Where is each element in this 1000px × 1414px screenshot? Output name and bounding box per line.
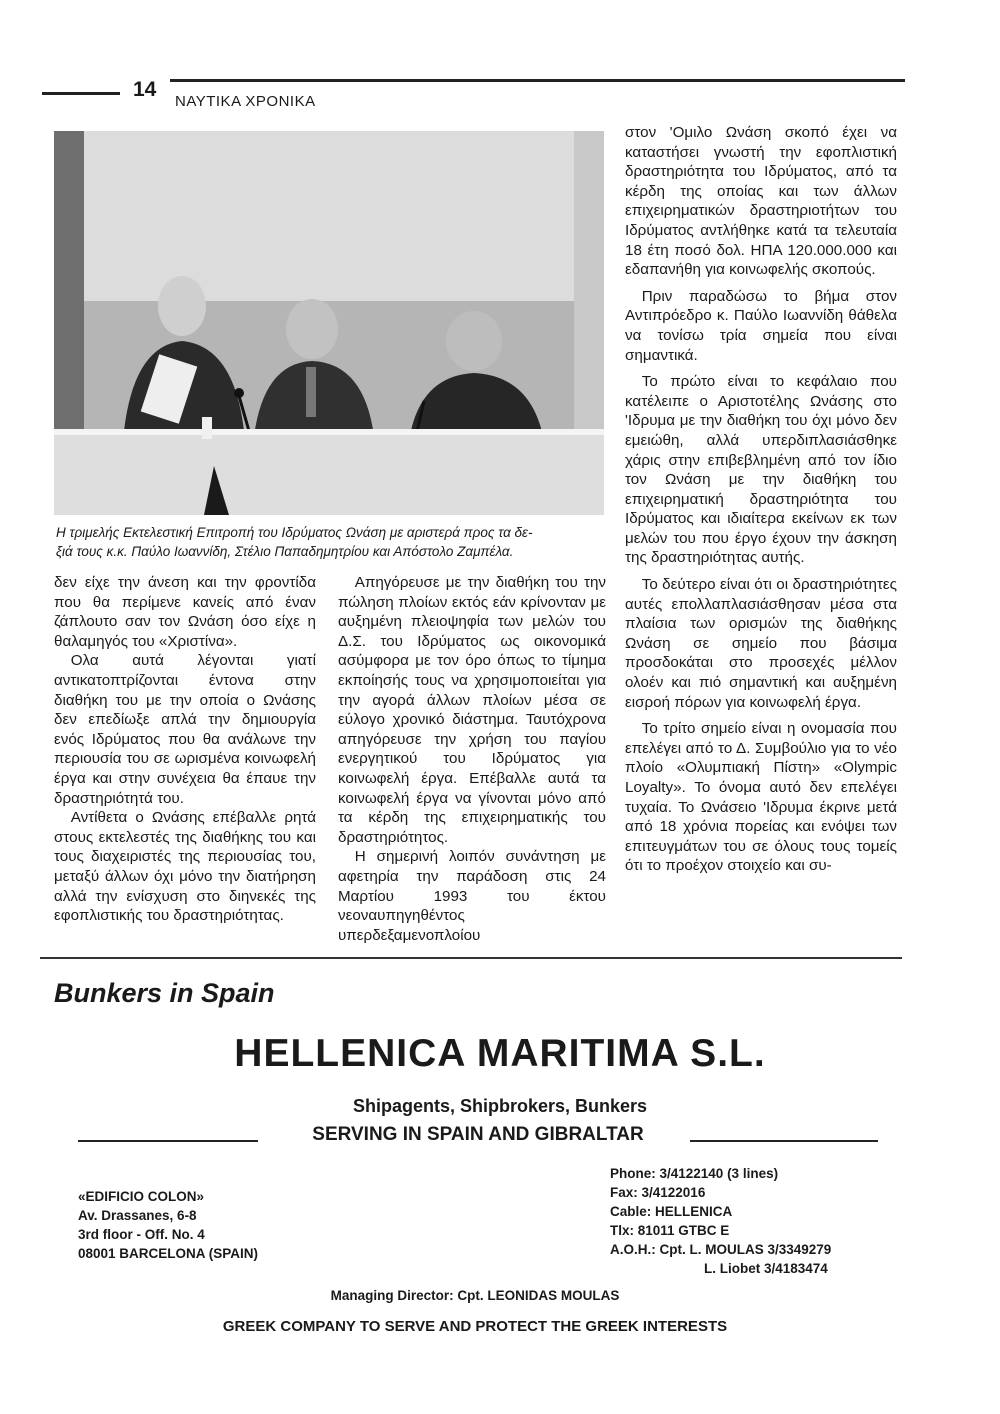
ad-address: [78, 1187, 258, 1263]
paragraph: Ολα αυτά λέγονται γιατί αντικατοπτρίζονται έντονα στην διαθήκη του με την οποία ο Ωνάσης δεν επεδίωξε απλά την δημιουργία ενός Ιδρύματος που θα ανάλωνε την περιουσία του σε ωρισμένα κοινωφελή έργα και στην συνέχεια θα έπαυε την δραστηριότητά του.: [54, 652, 316, 807]
contact-aoh: A.O.H.: Cpt. L. MOULAS 3/3349279: [610, 1242, 832, 1257]
contact-phone: Phone: 3/4122140 (3 lines): [610, 1166, 779, 1181]
ad-director: Managing Director: Cpt. LEONIDAS MOULAS: [330, 1288, 620, 1303]
ad-services: Shipagents, Shipbrokers, Bunkers: [352, 1096, 648, 1116]
paragraph: στον 'Ομιλο Ωνάση σκοπό έχει να καταστήσει γνωστή την εφοπλιστική δραστηριότητα του Ιδρύματος, από τα κέρδη της οποίας και των άλλων επιχειρηματικών δραστηριοτήτων του Ιδρύματος αντλήθηκε κατά τα τελευταία 18 έτη ποσό δολ. ΗΠΑ 120.000.000 και εδαπανήθη για κοινωφελής σκοπούς.: [625, 124, 897, 279]
caption-line: Η τριμελής Εκτελεστική Επιτροπή του Ιδρύματος Ωνάση με αριστερά προς τα δε-: [56, 525, 533, 540]
header-rule-right: [170, 79, 905, 82]
ad-serving-row: [78, 1124, 878, 1150]
ad-contact: [610, 1164, 831, 1278]
header-rule-left: [42, 92, 120, 95]
contact-aoh-2: L. Liobet 3/4183474: [704, 1261, 828, 1276]
address-line: Av. Drassanes, 6-8: [78, 1208, 197, 1223]
paragraph: Το τρίτο σημείο είναι η ονομασία που επελέγει από το Δ. Συμβούλιο για το νέο πλοίο «Ολυμπιακή Πίστη» «Olympic Loyalty». Το όνομα αυτό δεν επελέγει τυχαία. Το Ωνάσειο 'Ιδρυμα έκρινε μετά από 18 χρόνια πορείας και ενόψει των επιτευγμάτων του σε όλους τους τομείς ότι το προέχον στοιχείο και συ-: [625, 720, 897, 875]
page-number: 14: [133, 78, 157, 101]
caption-line: ξιά τους κ.κ. Παύλο Ιωαννίδη, Στέλιο Παπαδημητρίου και Απόστολο Ζαμπέλα.: [56, 544, 514, 559]
serving-rule-right: [690, 1140, 878, 1142]
contact-telex: Tlx: 81011 GTBC E: [610, 1223, 730, 1238]
contact-cable: Cable: HELLENICA: [610, 1204, 733, 1219]
ad-serving: SERVING IN SPAIN AND GIBRALTAR: [312, 1124, 644, 1145]
paragraph: Πριν παραδώσω το βήμα στον Αντιπρόεδρο κ. Παύλο Ιωαννίδη θάθελα να τονίσω τρία σημεία που είναι σημαντικά.: [625, 287, 897, 364]
paragraph: Η σημερινή λοιπόν συνάντηση με αφετηρία την παράδοση στις 24 Μαρτίου 1993 του έκτου νεοναυπηγηθέντος υπερδεξαμενοπλοίου: [338, 848, 606, 944]
ad-slogan: GREEK COMPANY TO SERVE AND PROTECT THE GREEK INTERESTS: [222, 1318, 728, 1335]
ad-tagline: Bunkers in Spain: [54, 978, 275, 1008]
article-column-3: [625, 123, 897, 876]
contact-fax: Fax: 3/4122016: [610, 1185, 706, 1200]
ad-company-name: HELLENICA MARITIMA S.L.: [234, 1032, 766, 1075]
ad-separator: [40, 957, 902, 959]
address-line: 3rd floor - Off. No. 4: [78, 1227, 205, 1242]
paragraph: Αντίθετα ο Ωνάσης επέβαλλε ρητά στους εκτελεστές της διαθήκης του και τους διαχειριστές της περιουσίας του, μεταξύ άλλων όχι μόνο την διατήρηση αλλά την ενίσχυση στο διηνεκές της εφοπλιστικής του δραστηριότητας.: [54, 809, 316, 925]
address-line: 08001 BARCELONA (SPAIN): [78, 1246, 259, 1261]
magazine-title: ΝΑΥΤΙΚΑ ΧΡΟΝΙΚΑ: [175, 93, 316, 110]
paragraph: Το πρώτο είναι το κεφάλαιο που κατέλειπε ο Αριστοτέλης Ωνάσης στο 'Ιδρυμα με την διαθήκη του όχι μόνο δεν εμειώθη, αλλά υπερδιπλασιάσθηκε χάρις στην επιβεβλημένη από τον ίδιο τον Ωνάση με την διαθήκη του επιχειρηματική δραστηριότητα του Ιδρύματος και ιδιαίτερα εκείνων εκ των μελών του που έργο έχουν την άσκηση της δραστηριότητας αυτής.: [625, 373, 897, 567]
paragraph: δεν είχε την άνεση και την φροντίδα που θα περίμενε κανείς από έναν ζάπλουτο σαν τον Ωνάση όσο είχε η θαλαμηγός του «Χριστίνα».: [54, 574, 316, 650]
paragraph: Το δεύτερο είναι ότι οι δραστηριότητες αυτές επολλαπλασιάσθησαν μέσα στα πλαίσια των ορισμών της διαθήκης Ωνάση σε σημείο που βάσιμα προσδοκάται στο προσεχές μέλλον ολοέν και πιό σημαντική και αυξημένη εισροή πόρων για κοινωφελή έργα.: [625, 576, 897, 711]
article-column-1: [54, 573, 316, 926]
meeting-photo-icon: [54, 131, 604, 515]
paragraph: Απηγόρευσε με την διαθήκη του την πώληση πλοίων εκτός εάν κρίνονταν με αυξημένη πλειοψηφία των μελών του Δ.Σ. του Ιδρύματος ως οικονομικά ασύμφορα με τον όρο όπως το τίμημα εκποίησής τους να χρησιμοποιείται για την αγορά άλλων πλοίων μέσα σε εύλογο χρονικό διάστημα. Ταυτόχρονα απηγόρευσε την χρήση του παγίου ενεργητικού του Ιδρύματος για κοινωφελή έργα. Επέβαλλε αυτά τα κοινωφελή έργα να γίνονται μόνο από τα κέρδη της επιχειρηματικής του δραστηριότητος.: [338, 574, 606, 846]
address-line: «EDIFICIO COLON»: [78, 1189, 205, 1204]
article-column-2: [338, 573, 606, 945]
photo-caption: [56, 523, 604, 561]
